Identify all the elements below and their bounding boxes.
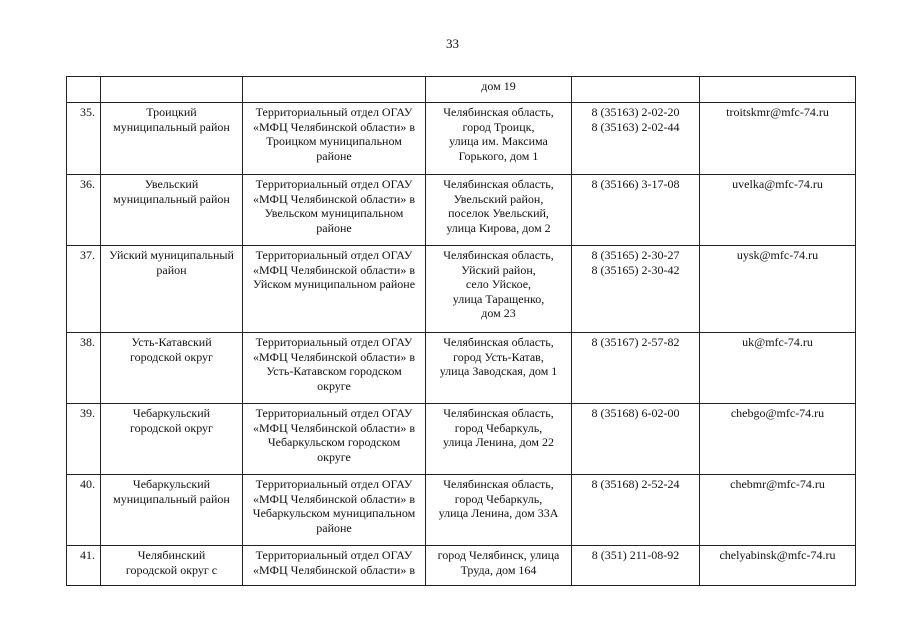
- municipality-cell: [101, 103, 243, 175]
- phone-cell: [572, 404, 700, 475]
- municipality-line: Уйский муниципальный: [109, 248, 234, 262]
- office-line: Усть-Катавском городском: [266, 364, 402, 378]
- email-cell: [700, 77, 856, 103]
- email-cell: chelyabinsk@mfc-74.ru: [700, 546, 856, 586]
- municipality-line: Усть-Катавский: [131, 335, 212, 349]
- office-cell: [243, 77, 426, 103]
- office-line: Территориальный отдел ОГАУ: [255, 177, 413, 191]
- row-number-cell: [67, 77, 101, 103]
- address-cell: дом 19: [426, 77, 572, 103]
- office-cell: [243, 333, 426, 404]
- municipality-line: муниципальный район: [113, 191, 230, 206]
- office-line: «МФЦ Челябинской области» в: [253, 262, 415, 277]
- phone-line: 8 (35163) 2-02-44: [591, 119, 680, 134]
- address-line: улица Ленина, дом 33А: [438, 506, 559, 520]
- municipality-line: городской округ с: [125, 562, 218, 577]
- office-line: районе: [316, 148, 352, 163]
- address-line: город Троицк,: [462, 119, 535, 134]
- municipality-line: Челябинский: [137, 548, 206, 562]
- phone-line: 8 (35165) 2-30-27: [591, 248, 680, 262]
- office-line: Территориальный отдел ОГАУ: [255, 105, 413, 119]
- table-row: [67, 404, 856, 475]
- office-cell: [243, 175, 426, 246]
- office-line: Чебаркульском городском: [267, 435, 401, 449]
- phone-cell: [572, 77, 700, 103]
- address-line: поселок Увельский,: [448, 206, 549, 220]
- municipality-line: городской округ: [130, 420, 213, 435]
- mfc-offices-table: [66, 76, 856, 586]
- address-line: улица Ленина, дом 22: [442, 435, 555, 449]
- table-row: [67, 175, 856, 246]
- office-line: «МФЦ Челябинской области» в: [253, 420, 415, 435]
- row-number-cell: 40.: [67, 475, 101, 546]
- address-line: Челябинская область,: [443, 477, 554, 491]
- office-line: «МФЦ Челябинской области» в: [253, 119, 415, 134]
- row-number-cell: 35.: [67, 103, 101, 175]
- address-line: Челябинская область,: [443, 406, 554, 420]
- address-line: улица Заводская, дом 1: [439, 364, 558, 378]
- municipality-cell: [101, 77, 243, 103]
- row-number-cell: 41.: [67, 546, 101, 586]
- municipality-line: городской округ: [130, 349, 213, 364]
- office-cell: [243, 404, 426, 475]
- phone-line: 8 (351) 211-08-92: [591, 548, 680, 562]
- phone-cell: [572, 175, 700, 246]
- office-line: «МФЦ Челябинской области» в: [253, 491, 415, 506]
- municipality-cell: [101, 546, 243, 586]
- municipality-line: район: [156, 262, 187, 277]
- office-line: Территориальный отдел ОГАУ: [255, 406, 413, 420]
- phone-line: 8 (35165) 2-30-42: [591, 262, 680, 277]
- phone-cell: [572, 475, 700, 546]
- office-line: Чебаркульском муниципальном: [252, 506, 416, 520]
- office-line: Территориальный отдел ОГАУ: [255, 548, 413, 562]
- phone-line: 8 (35168) 2-52-24: [591, 477, 680, 491]
- office-line: Территориальный отдел ОГАУ: [255, 248, 413, 262]
- municipality-cell: [101, 475, 243, 546]
- office-line: Увельском муниципальном: [264, 206, 404, 220]
- address-line: Челябинская область,: [443, 248, 554, 262]
- address-cell: [426, 175, 572, 246]
- address-line: Челябинская область,: [443, 177, 554, 191]
- address-line: Увельский район,: [453, 191, 544, 206]
- municipality-cell: [101, 246, 243, 333]
- address-line: улица Кирова, дом 2: [446, 220, 551, 235]
- continuation-row: [67, 77, 856, 103]
- address-line: Челябинская область,: [443, 105, 554, 119]
- phone-cell: [572, 103, 700, 175]
- municipality-cell: [101, 404, 243, 475]
- municipality-line: муниципальный район: [113, 119, 230, 134]
- office-line: округе: [317, 378, 351, 393]
- phone-cell: [572, 333, 700, 404]
- phone-line: 8 (35166) 3-17-08: [591, 177, 680, 191]
- office-line: округе: [317, 449, 351, 464]
- email-cell: uvelka@mfc-74.ru: [700, 175, 856, 246]
- row-number-cell: 37.: [67, 246, 101, 333]
- address-line: Уйский район,: [461, 262, 536, 277]
- municipality-line: Чебаркульский: [132, 406, 211, 420]
- email-cell: uk@mfc-74.ru: [700, 333, 856, 404]
- address-line: улица им. Максима: [449, 134, 548, 148]
- municipality-line: Увельский: [144, 177, 199, 191]
- address-cell: [426, 404, 572, 475]
- address-line: город Челябинск, улица: [437, 548, 560, 562]
- office-line: Троицком муниципальном: [266, 134, 402, 148]
- email-cell: troitskmr@mfc-74.ru: [700, 103, 856, 175]
- table-row: [67, 546, 856, 586]
- office-line: «МФЦ Челябинской области» в: [253, 349, 415, 364]
- email-cell: uysk@mfc-74.ru: [700, 246, 856, 333]
- row-number-cell: 36.: [67, 175, 101, 246]
- email-cell: chebgo@mfc-74.ru: [700, 404, 856, 475]
- page-number: 33: [446, 36, 459, 51]
- table-row: [67, 333, 856, 404]
- municipality-line: Чебаркульский: [132, 477, 211, 491]
- office-cell: [243, 546, 426, 586]
- address-cell: [426, 546, 572, 586]
- office-line: районе: [316, 520, 352, 535]
- table-body: [67, 77, 856, 586]
- table-row: [67, 246, 856, 333]
- office-cell: [243, 103, 426, 175]
- address-line: Труда, дом 164: [460, 562, 537, 577]
- address-line: село Уйское,: [465, 277, 532, 291]
- office-line: «МФЦ Челябинской области» в: [253, 191, 415, 206]
- municipality-line: муниципальный район: [113, 491, 230, 506]
- row-number-cell: 39.: [67, 404, 101, 475]
- municipality-cell: [101, 175, 243, 246]
- row-number-cell: 38.: [67, 333, 101, 404]
- phone-line: 8 (35167) 2-57-82: [591, 335, 680, 349]
- phone-cell: [572, 246, 700, 333]
- address-cell: [426, 333, 572, 404]
- address-line: Челябинская область,: [443, 335, 554, 349]
- address-cell: [426, 475, 572, 546]
- office-cell: [243, 475, 426, 546]
- address-line: город Чебаркуль,: [454, 491, 543, 506]
- office-line: «МФЦ Челябинской области» в: [253, 562, 415, 577]
- office-line: Территориальный отдел ОГАУ: [255, 335, 413, 349]
- municipality-cell: [101, 333, 243, 404]
- table-row: [67, 103, 856, 175]
- phone-cell: [572, 546, 700, 586]
- address-line: город Чебаркуль,: [454, 420, 543, 435]
- office-cell: [243, 246, 426, 333]
- address-line: дом 23: [481, 306, 516, 320]
- address-cell: [426, 103, 572, 175]
- municipality-line: Троицкий: [146, 105, 197, 119]
- address-cell: [426, 246, 572, 333]
- table-row: [67, 475, 856, 546]
- office-line: Территориальный отдел ОГАУ: [255, 477, 413, 491]
- address-line: улица Таращенко,: [452, 291, 545, 306]
- office-line: Уйском муниципальном районе: [252, 277, 416, 291]
- address-line: Горького, дом 1: [458, 148, 539, 163]
- phone-line: 8 (35163) 2-02-20: [591, 105, 680, 119]
- email-cell: chebmr@mfc-74.ru: [700, 475, 856, 546]
- phone-line: 8 (35168) 6-02-00: [591, 406, 680, 420]
- office-line: районе: [316, 220, 352, 235]
- address-line: город Усть-Катав,: [453, 349, 544, 364]
